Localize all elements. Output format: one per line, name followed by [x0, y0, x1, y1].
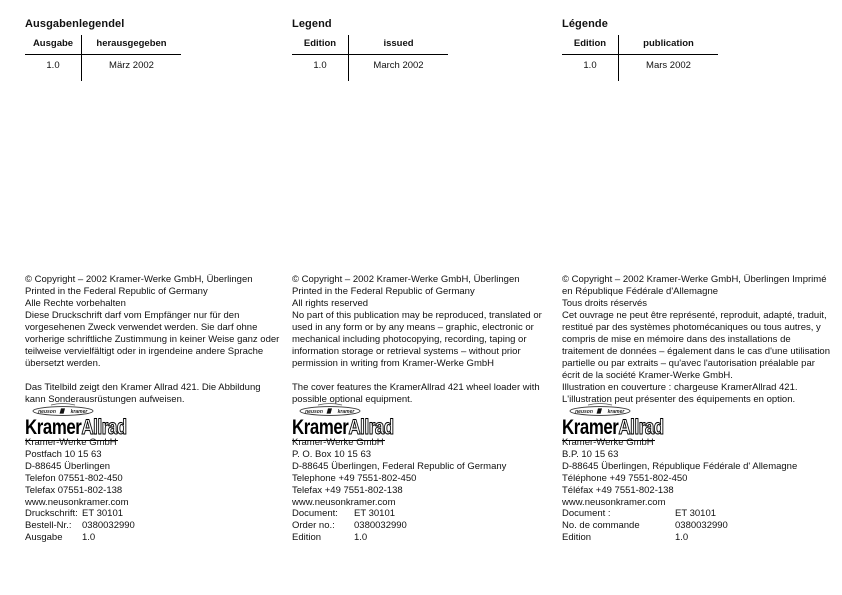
document-number-value: ET 30101 — [354, 508, 396, 520]
logo-wordmark — [292, 417, 394, 439]
svg-text:kramer: kramer — [70, 409, 88, 415]
address-line: www.neusonkramer.com — [25, 496, 129, 508]
cover-note: The cover features the KramerAllrad 421 wheel loader with possible optional equipment. — [292, 382, 540, 405]
address-line: Kramer-Werke GmbH — [562, 437, 654, 448]
table-header-row — [25, 35, 181, 55]
address-block — [562, 437, 834, 544]
edition-row — [292, 532, 554, 544]
table-row — [25, 55, 181, 81]
logo-wordmark-kramer: Kramer — [562, 416, 619, 439]
table-header-edition: Edition — [562, 35, 619, 54]
address-line: Kramer-Werke GmbH — [25, 437, 117, 448]
svg-text:neuson: neuson — [305, 409, 323, 415]
table-cell-edition: 1.0 — [292, 55, 349, 81]
copyright-block — [25, 274, 283, 406]
document-number-label: Document : — [562, 508, 611, 520]
address-line: Telefax 07551-802-138 — [25, 484, 123, 496]
edition-label: Edition — [562, 532, 592, 544]
address-line: www.neusonkramer.com — [292, 496, 396, 508]
table-title: Ausgabenlegendel — [25, 18, 125, 30]
address-line: D-88645 Überlingen, République Fédérale d' Allemagne — [562, 460, 798, 472]
address-line: Téléfax +49 7551-802-138 — [562, 484, 674, 496]
copyright-block — [562, 274, 834, 406]
address-block — [25, 437, 283, 544]
svg-text:kramer: kramer — [607, 409, 625, 415]
order-number-label: Bestell-Nr.: — [25, 520, 72, 532]
document-number-row — [292, 508, 554, 520]
kramer-allrad-logo — [562, 403, 689, 441]
address-lines — [562, 437, 834, 508]
order-number-value: 0380032990 — [354, 520, 407, 532]
table-cell-issued: Mars 2002 — [646, 60, 691, 71]
logo-wordmark-allrad: Allrad — [618, 416, 664, 439]
table-cell-edition: 1.0 — [562, 55, 619, 81]
document-number-row — [25, 508, 283, 520]
logo-wordmark-allrad: Allrad — [348, 416, 394, 439]
column-german — [25, 18, 283, 578]
address-line: www.neusonkramer.com — [562, 496, 666, 508]
edition-label: Edition — [292, 532, 322, 544]
edition-row — [25, 532, 283, 544]
order-number-value: 0380032990 — [675, 520, 728, 532]
kramer-allrad-logo — [25, 403, 152, 441]
copyright-line: © Copyright – 2002 Kramer-Werke GmbH, Überlingen — [25, 274, 253, 285]
address-line: D-88645 Überlingen, Federal Republic of Germany — [292, 460, 507, 472]
neuson-kramer-emblem-icon — [568, 403, 632, 416]
table-header-row — [292, 35, 448, 55]
document-number-label: Document: — [292, 508, 338, 520]
address-line: Telefax +49 7551-802-138 — [292, 484, 403, 496]
address-block — [292, 437, 554, 544]
table-header-issued: herausgegeben — [96, 38, 167, 49]
logo-wordmark — [25, 417, 127, 439]
edition-table — [292, 35, 448, 81]
copyright-line: Tous droits réservés — [562, 298, 648, 309]
table-title: Légende — [562, 18, 608, 30]
order-number-row — [292, 520, 554, 532]
copyright-block — [292, 274, 554, 406]
table-row — [292, 55, 448, 81]
address-line: P. O. Box 10 15 63 — [292, 448, 372, 460]
svg-text:kramer: kramer — [337, 409, 355, 415]
copyright-line: Printed in the Federal Republic of Germany — [292, 286, 475, 297]
neuson-kramer-emblem-icon — [298, 403, 362, 416]
edition-table — [562, 35, 718, 81]
order-number-row — [562, 520, 834, 532]
edition-value: 1.0 — [82, 532, 96, 544]
table-header-edition: Edition — [292, 35, 349, 54]
order-number-label: No. de commande — [562, 520, 640, 532]
address-line: Telephone +49 7551-802-450 — [292, 472, 417, 484]
edition-value: 1.0 — [675, 532, 689, 544]
copyright-line: © Copyright – 2002 Kramer-Werke GmbH, Überlingen — [292, 274, 520, 285]
copyright-line: Printed in the Federal Republic of Germany — [25, 286, 208, 297]
copyright-line: © Copyright – 2002 Kramer-Werke GmbH, Überlingen Imprimé en République Fédérale d'Allemagne — [562, 274, 827, 297]
neuson-kramer-emblem-icon — [31, 403, 95, 416]
address-line: B.P. 10 15 63 — [562, 448, 619, 460]
table-title: Legend — [292, 18, 332, 30]
document-number-label: Druckschrift: — [25, 508, 78, 520]
kramer-allrad-logo — [292, 403, 419, 441]
column-english — [292, 18, 554, 578]
address-line: Telefon 07551-802-450 — [25, 472, 123, 484]
edition-table — [25, 35, 181, 81]
edition-legend-section — [562, 18, 718, 81]
copyright-line: All rights reserved — [292, 298, 369, 309]
order-number-label: Order no.: — [292, 520, 335, 532]
table-row — [562, 55, 718, 81]
edition-value: 1.0 — [354, 532, 368, 544]
address-line: Kramer-Werke GmbH — [292, 437, 384, 448]
svg-text:neuson: neuson — [38, 409, 56, 415]
column-french — [562, 18, 834, 578]
table-cell-issued: März 2002 — [109, 60, 154, 71]
edition-label: Ausgabe — [25, 532, 63, 544]
edition-legend-section — [25, 18, 181, 81]
copyright-line: No part of this publication may be reproduced, translated or used in any form or by any means – graphic, electronic or mechanical including photocopying, recording, taping or information storage or retrieval systems – without prior permission in writing from Kramer-Werke GmbH — [292, 310, 542, 369]
document-number-value: ET 30101 — [675, 508, 717, 520]
table-header-issued: issued — [383, 38, 414, 49]
table-header-row — [562, 35, 718, 55]
order-number-row — [25, 520, 283, 532]
copyright-line: Cet ouvrage ne peut être représenté, reproduit, adapté, traduit, restitué par des systèmes photomécaniques ou tous autres, y compris de mise en mémoire dans des installations de traitement de données – également dans le cas d'une utilisation partielle ou par extraits – qu'avec l'autorisation préalable par écrit de la société Kramer-Werke GmbH. — [562, 310, 830, 381]
logo-wordmark-kramer: Kramer — [292, 416, 349, 439]
svg-text:neuson: neuson — [575, 409, 593, 415]
table-header-edition: Ausgabe — [25, 35, 82, 54]
table-header-issued: publication — [643, 38, 694, 49]
edition-legend-section — [292, 18, 448, 81]
order-number-value: 0380032990 — [82, 520, 135, 532]
logo-wordmark-kramer: Kramer — [25, 416, 82, 439]
table-cell-issued: March 2002 — [373, 60, 424, 71]
document-number-row — [562, 508, 834, 520]
address-lines — [292, 437, 554, 508]
copyright-line: Alle Rechte vorbehalten — [25, 298, 126, 309]
address-line: Téléphone +49 7551-802-450 — [562, 472, 688, 484]
copyright-lines — [562, 274, 834, 382]
cover-note: Illustration en couverture : chargeuse KramerAllrad 421. L'illustration peut présenter des équipements en option. — [562, 382, 798, 405]
copyright-lines — [292, 274, 554, 370]
logo-wordmark — [562, 417, 664, 439]
logo-wordmark-allrad: Allrad — [81, 416, 127, 439]
address-lines — [25, 437, 283, 508]
cover-note: Das Titelbild zeigt den Kramer Allrad 421. Die Abbildung kann Sonderausrüstungen aufweisen. — [25, 382, 261, 405]
copyright-lines — [25, 274, 283, 370]
address-line: Postfach 10 15 63 — [25, 448, 102, 460]
copyright-line: Diese Druckschrift darf vom Empfänger nur für den vorgesehenen Zweck verwendet werden. Sie darf ohne vorherige schriftliche Zustimmung in keiner Weise ganz oder teilweise vervielfältigt oder in irgendeine andere Sprache übersetzt werden. — [25, 310, 280, 369]
address-line: D-88645 Überlingen — [25, 460, 111, 472]
document-number-value: ET 30101 — [82, 508, 124, 520]
table-cell-edition: 1.0 — [25, 55, 82, 81]
edition-row — [562, 532, 834, 544]
